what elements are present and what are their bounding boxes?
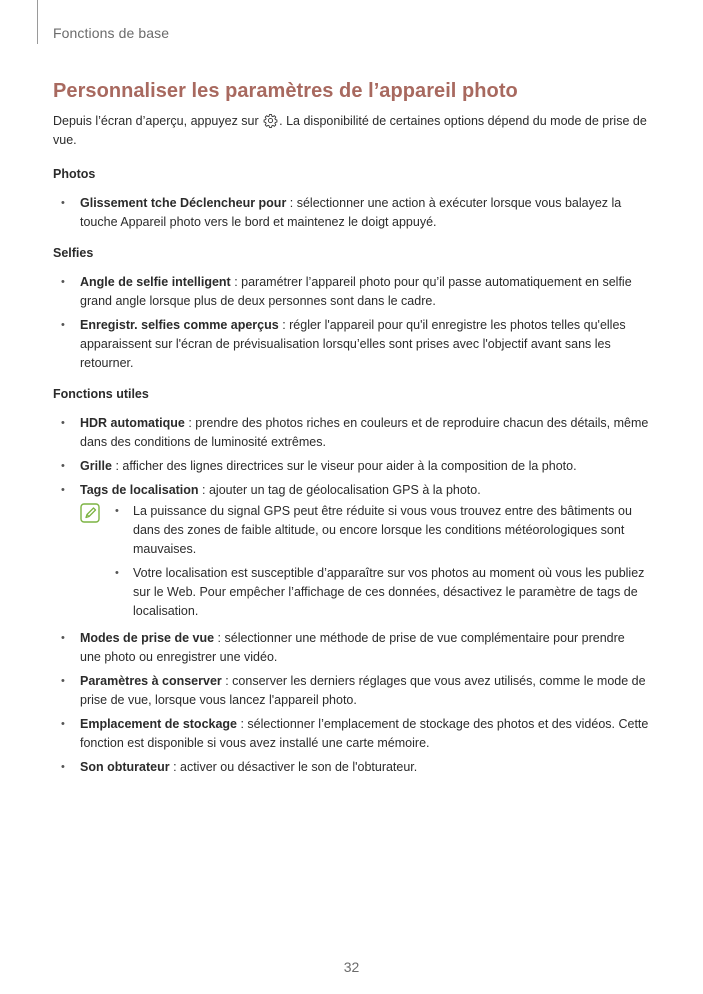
item-description: : ajouter un tag de géolocalisation GPS à la photo. bbox=[198, 483, 481, 497]
photos-list bbox=[53, 194, 649, 232]
list-item: • Grille : afficher des lignes directrices sur le viseur pour aider à la composition de la photo. bbox=[61, 459, 577, 473]
section-title-utiles: Fonctions utiles bbox=[53, 387, 149, 401]
header-divider bbox=[37, 0, 38, 44]
item-term: Emplacement de stockage bbox=[80, 717, 238, 731]
page-content bbox=[53, 80, 649, 789]
section-title-selfies: Selfies bbox=[53, 246, 94, 260]
gear-icon bbox=[263, 113, 278, 128]
item-description: : régler l'appareil pour qu'il enregistre les photos telles qu'elles apparaissent sur l'écran de prévisualisation lorsqu’elles sont prises avec l'objectif avant sans les retourner. bbox=[80, 318, 626, 370]
item-description: : afficher des lignes directrices sur le viseur pour aider à la composition de la photo. bbox=[111, 459, 577, 473]
list-item: • Modes de prise de vue : sélectionner une méthode de prise de vue complémentaire pour prendre une photo ou enregistrer une vidéo. bbox=[61, 631, 625, 664]
item-description: : conserver les derniers réglages que vous avez utilisés, comme le mode de prise de vue, lorsque vous lancez l'appareil photo. bbox=[80, 674, 646, 707]
item-term: Glissement tche Déclencheur pour bbox=[80, 196, 287, 210]
note-text: La puissance du signal GPS peut être réduite si vous vous trouvez entre des bâtiments ou dans des zones de faible altitude, ou encore lorsque les conditions météorologiques sont mauvaises. bbox=[133, 504, 632, 556]
list-item: • Enregistr. selfies comme aperçus : régler l'appareil pour qu'il enregistre les photos telles qu'elles apparaissent sur l'écran de prévisualisation lorsqu’elles sont prises avec l'objectif avant sans les retourner. bbox=[61, 318, 626, 370]
list-item: • Paramètres à conserver : conserver les derniers réglages que vous avez utilisés, comme le mode de prise de vue, lorsque vous lancez l'appareil photo. bbox=[61, 674, 646, 707]
item-term: Angle de selfie intelligent bbox=[80, 275, 231, 289]
list-item: • Angle de selfie intelligent : paramétrer l’appareil photo pour qu’il passe automatiquement en selfie grand angle lorsque plus de deux personnes sont dans le cadre. bbox=[61, 275, 632, 308]
page-number: 32 bbox=[343, 959, 360, 975]
item-description: : prendre des photos riches en couleurs et de reproduire chacun des détails, même dans des conditions de luminosité extrêmes. bbox=[80, 416, 649, 449]
utiles-list bbox=[53, 414, 649, 500]
item-term: Tags de localisation bbox=[80, 483, 199, 497]
item-description: : paramétrer l’appareil photo pour qu’il passe automatiquement en selfie grand angle lorsque plus de deux personnes sont dans le cadre. bbox=[80, 275, 632, 308]
section-title-photos: Photos bbox=[53, 167, 96, 181]
item-term: Modes de prise de vue bbox=[80, 631, 215, 645]
running-header: Fonctions de base bbox=[53, 25, 170, 41]
item-description: : sélectionner une méthode de prise de vue complémentaire pour prendre une photo ou enregistrer une vidéo. bbox=[80, 631, 625, 664]
list-item: • Emplacement de stockage : sélectionner l’emplacement de stockage des photos et des vidéos. Cette fonction est disponible si vous avez installé une carte mémoire. bbox=[61, 717, 649, 750]
item-term: Son obturateur bbox=[80, 760, 170, 774]
note-item: • Votre localisation est susceptible d’apparaître sur vos photos au moment où vous les publiez sur le Web. Pour empêcher l’affichage de ces données, désactivez le paramètre de tags de localisation. bbox=[115, 566, 645, 618]
list-item: • Son obturateur : activer ou désactiver le son de l'obturateur. bbox=[61, 760, 418, 774]
intro-paragraph bbox=[53, 112, 649, 150]
note-item: • La puissance du signal GPS peut être réduite si vous vous trouvez entre des bâtiments ou dans des zones de faible altitude, ou encore lorsque les conditions météorologiques sont mauvaises. bbox=[115, 504, 632, 556]
page-title: Personnaliser les paramètres de l’appareil photo bbox=[53, 80, 518, 102]
intro-text-end: . La disponibilité de certaines options dépend du mode de prise de vue. bbox=[53, 114, 647, 147]
list-item: • HDR automatique : prendre des photos riches en couleurs et de reproduire chacun des détails, même dans des conditions de luminosité extrêmes. bbox=[61, 416, 649, 449]
note-box bbox=[53, 502, 649, 621]
utiles-list-continued bbox=[53, 629, 649, 777]
note-list bbox=[106, 502, 649, 621]
list-item: • Tags de localisation : ajouter un tag de géolocalisation GPS à la photo. bbox=[61, 483, 481, 497]
item-description: : sélectionner une action à exécuter lorsque vous balayez la touche Appareil photo vers le bord et maintenez le doigt appuyé. bbox=[80, 196, 622, 229]
item-term: HDR automatique bbox=[80, 416, 185, 430]
list-item: • Glissement tche Déclencheur pour : sélectionner une action à exécuter lorsque vous balayez la touche Appareil photo vers le bord et maintenez le doigt appuyé. bbox=[61, 196, 622, 229]
note-text: Votre localisation est susceptible d’apparaître sur vos photos au moment où vous les publiez sur le Web. Pour empêcher l’affichage de ces données, désactivez le paramètre de tags de localisation. bbox=[133, 566, 645, 618]
item-description: : sélectionner l’emplacement de stockage des photos et des vidéos. Cette fonction est disponible si vous avez installé une carte mémoire. bbox=[80, 717, 649, 750]
item-term: Grille bbox=[80, 459, 112, 473]
selfies-list bbox=[53, 273, 649, 373]
pencil-note-icon bbox=[80, 503, 100, 523]
item-term: Paramètres à conserver bbox=[80, 674, 222, 688]
item-description: : activer ou désactiver le son de l'obturateur. bbox=[169, 760, 418, 774]
intro-text-start: Depuis l’écran d’aperçu, appuyez sur bbox=[53, 114, 263, 128]
item-term: Enregistr. selfies comme aperçus bbox=[80, 318, 279, 332]
